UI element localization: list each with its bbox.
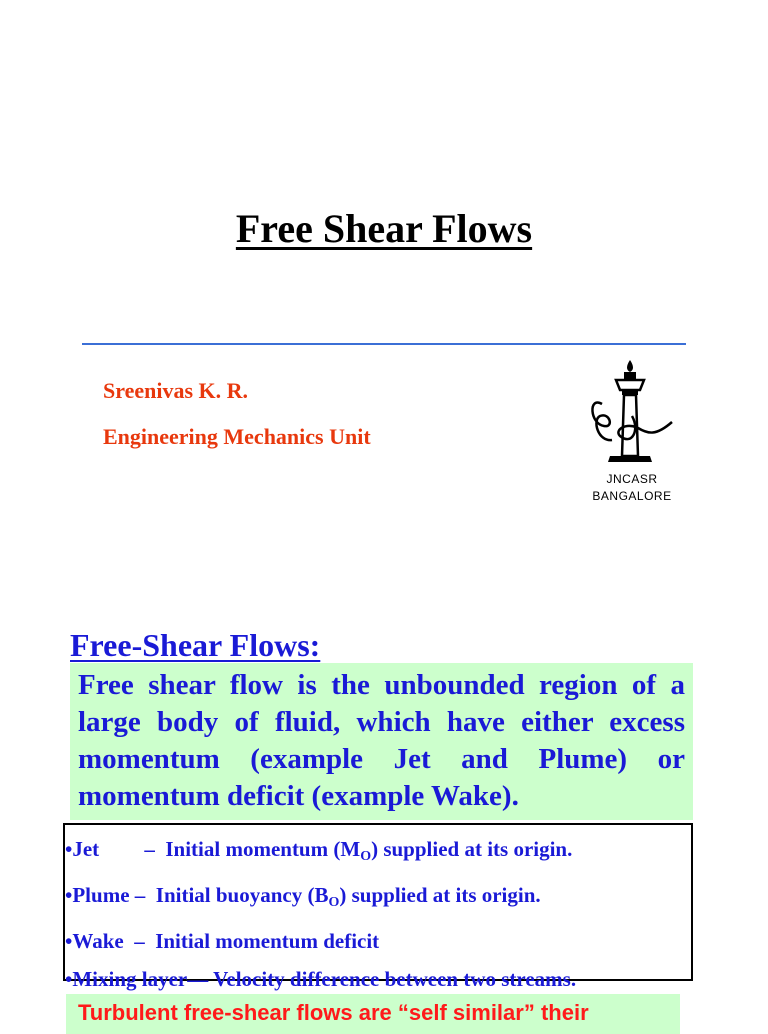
logo-text-line2: BANGALORE bbox=[592, 489, 672, 503]
list-item: •Wake – Initial momentum deficit bbox=[65, 929, 380, 953]
definition-text: Free shear flow is the unbounded region of a large body of fluid, which have either excess momentum (example Jet and Plume) or momentum deficit (example Wake). bbox=[78, 669, 685, 812]
list-item: •Jet – Initial momentum $(M_O)$ supplied at its origin. bbox=[65, 837, 573, 864]
lamp-emblem-icon bbox=[580, 356, 684, 474]
author-name: Sreenivas K. R. bbox=[103, 378, 249, 403]
self-similar-note: Turbulent free-shear flows are “self similar” their bbox=[78, 1000, 589, 1025]
list-item: •Plume – Initial buoyancy $(B_O)$ supplied at its origin. bbox=[65, 883, 541, 910]
flow-types-box bbox=[63, 823, 693, 991]
institute-logo bbox=[580, 356, 690, 508]
page-title: Free Shear Flows bbox=[235, 206, 533, 251]
title-divider bbox=[82, 343, 686, 345]
logo-text-line1: JNCASR bbox=[606, 472, 658, 486]
section-heading: Free-Shear Flows: bbox=[70, 627, 321, 663]
self-similar-note-box bbox=[66, 994, 680, 1034]
list-item: •Mixing layer— Velocity difference between two streams. bbox=[65, 967, 577, 991]
author-unit: Engineering Mechanics Unit bbox=[103, 424, 371, 449]
definition-box bbox=[70, 663, 693, 820]
